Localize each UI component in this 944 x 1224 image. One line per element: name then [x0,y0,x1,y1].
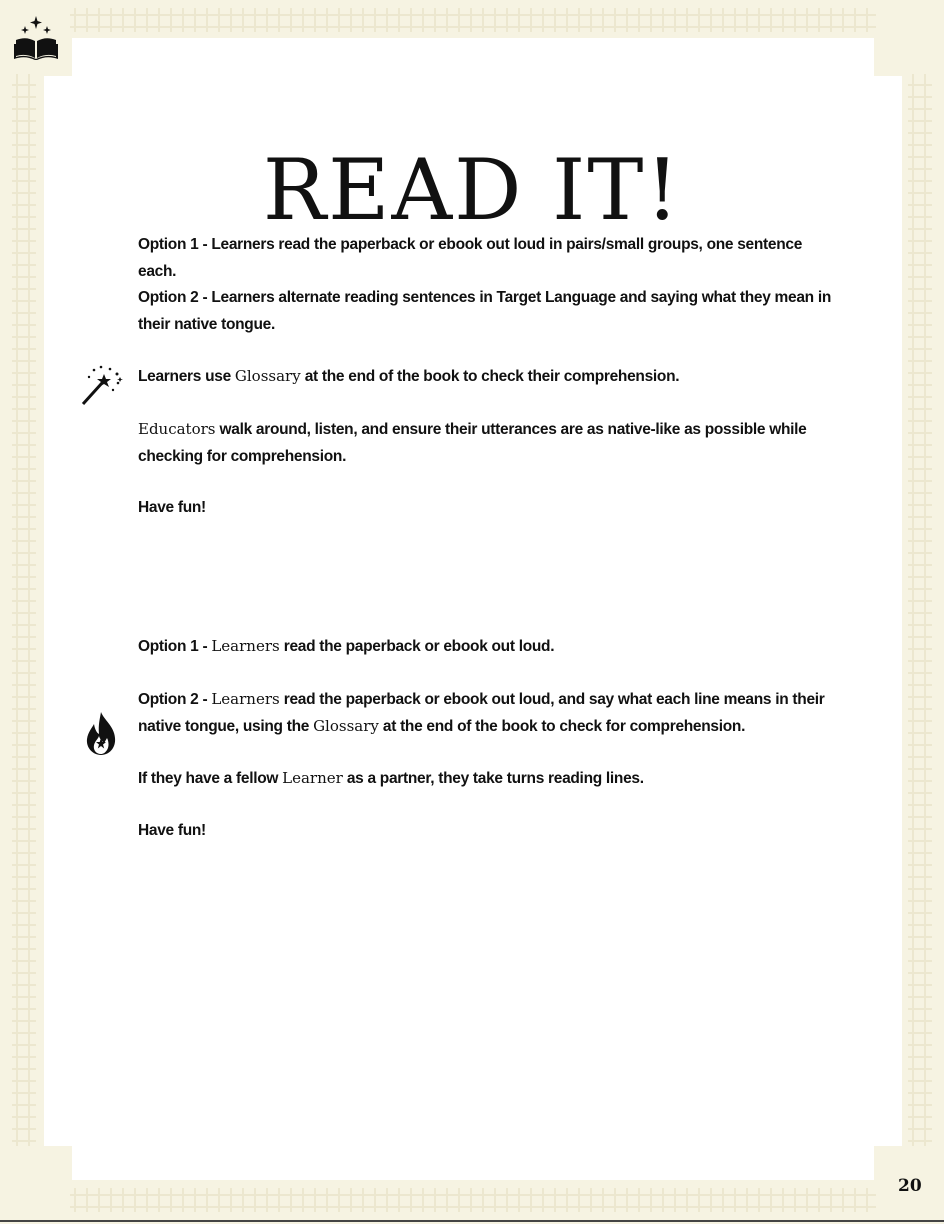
border-left-pattern [12,74,36,1146]
option-text: - Learners read the paperback or ebook out loud in pairs/small groups, one sentence each. [138,236,803,280]
text-segment: as a partner, they take turns reading lines. [342,770,644,787]
section1-option1 [138,231,838,285]
text-segment: If they have a fellow [138,770,283,787]
option-text: read the paperback or ebook out loud, and say what each line means in their native tongue, using the [138,691,825,735]
magic-wand-icon [80,364,124,408]
section2-partner-line [138,765,838,792]
learners-term: Learners [211,690,280,708]
border-top-pattern [70,8,876,32]
page-corner [874,1146,902,1180]
bottom-rule [0,1220,944,1222]
text-segment: at the end of the book to check their comprehension. [300,368,680,385]
page-corner [44,1146,72,1180]
section1-have-fun: Have fun! [138,499,206,516]
option-label: Option 2 [138,289,199,306]
border-bottom-pattern [70,1188,876,1212]
option-label: Option 1 [138,236,199,253]
page-title: READ IT! [262,141,682,240]
learners-term: Learners [211,637,280,655]
section1-educators-line [138,416,838,470]
open-book-sparkle-icon [12,14,60,60]
educators-term: Educators [138,420,216,438]
learner-term: Learner [282,769,343,787]
option-text: at the end of the book to check for comprehension. [378,718,746,735]
section1-glossary-line [138,363,838,390]
option-label: Option 2 - [138,691,212,708]
section2-option1 [138,633,838,660]
page-number: 20 [898,1176,922,1196]
page-corner [874,38,902,76]
text-segment: Learners use [138,368,235,385]
section2-have-fun: Have fun! [138,822,206,839]
border-right-pattern [908,74,932,1146]
section1-option2 [138,284,838,338]
option-text: - Learners alternate reading sentences in Target Language and saying what they mean in their native tongue. [138,289,832,333]
section2-option2 [138,686,848,740]
text-segment: walk around, listen, and ensure their utterances are as native-like as possible while checking for comprehension. [138,421,807,465]
glossary-term: Glossary [234,367,301,385]
option-text: read the paperback or ebook out loud. [279,638,555,655]
flame-icon [84,710,118,756]
glossary-term: Glossary [313,717,379,735]
option-label: Option 1 - [138,638,212,655]
